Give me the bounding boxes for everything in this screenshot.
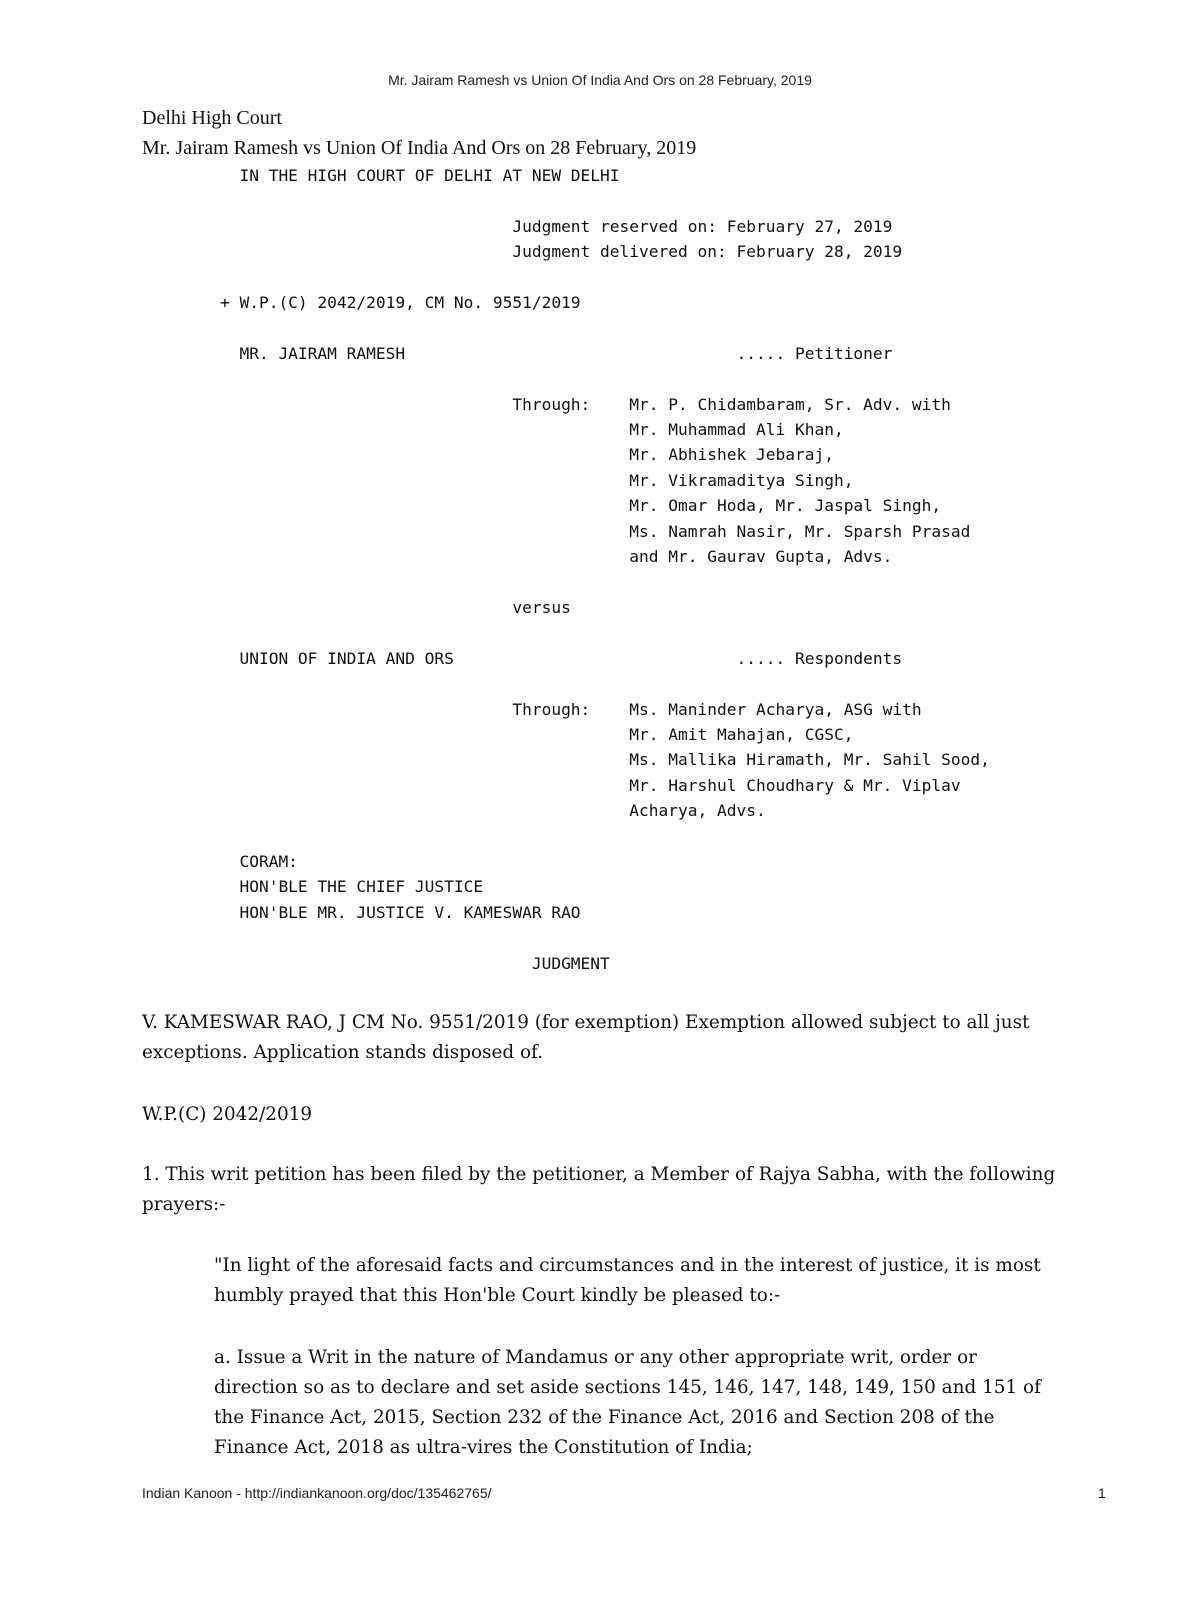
running-header: Mr. Jairam Ramesh vs Union Of India And Ors on 28 February, 2019 bbox=[388, 72, 812, 88]
prayer-quote: "In light of the aforesaid facts and circumstances and in the interest of justice, it is most humbly prayed that this Hon'ble Court kindly be pleased to:- bbox=[214, 1255, 1041, 1306]
paragraph-1: 1. This writ petition has been filed by the petitioner, a Member of Rajya Sabha, with the following prayers:- bbox=[142, 1164, 1056, 1215]
case-heading: W.P.(C) 2042/2019 bbox=[142, 1104, 313, 1125]
court-name: Delhi High Court bbox=[142, 107, 282, 129]
document-title: Mr. Jairam Ramesh vs Union Of India And Ors on 28 February, 2019 bbox=[142, 137, 697, 159]
intro-paragraph: V. KAMESWAR RAO, J CM No. 9551/2019 (for exemption) Exemption allowed subject to all just exceptions. Application stands disposed of. bbox=[142, 1012, 1030, 1063]
prayer-item-a: a. Issue a Writ in the nature of Mandamus or any other appropriate writ, order or direction so as to declare and set aside sections 145, 146, 147, 148, 149, 150 and 151 of the Finance Act, 2015, Section 232 of the Finance Act, 2016 and Section 208 of the Finance Act, 2018 as ultra-vires the Constitution of India; bbox=[214, 1347, 1041, 1458]
footer-source: Indian Kanoon - http://indiankanoon.org/doc/135462765/ bbox=[142, 1485, 492, 1501]
case-caption-block: IN THE HIGH COURT OF DELHI AT NEW DELHI Judgment reserved on: February 27, 2019 Judgment delivered on: February 28, 2019 + W.P.(C) 2042/2019, CM No. 9551/2019 MR. JAIRAM RAMESH ..... Petitioner Through: Mr. P. Chidambaram, Sr. Adv. with Mr. Muhammad Ali Khan, Mr. Abhishek Jebaraj, Mr. Vikramaditya Singh, Mr. Omar Hoda, Mr. Jaspal Singh, Ms. Namrah Nasir, Mr. Sparsh Prasad and Mr. Gaurav Gupta, Advs. versus UNION OF INDIA AND ORS ..... Respondents Through: Ms. Maninder Acharya, ASG with Mr. Amit Mahajan, CGSC, Ms. Mallika Hiramath, Mr. Sahil Sood, Mr. Harshul Choudhary & Mr. Viplav Acharya, Advs. CORAM: HON'BLE THE CHIEF JUSTICE HON'BLE MR. JUSTICE V. KAMESWAR RAO JUDGMENT bbox=[219, 166, 990, 973]
page-number: 1 bbox=[1098, 1485, 1106, 1501]
